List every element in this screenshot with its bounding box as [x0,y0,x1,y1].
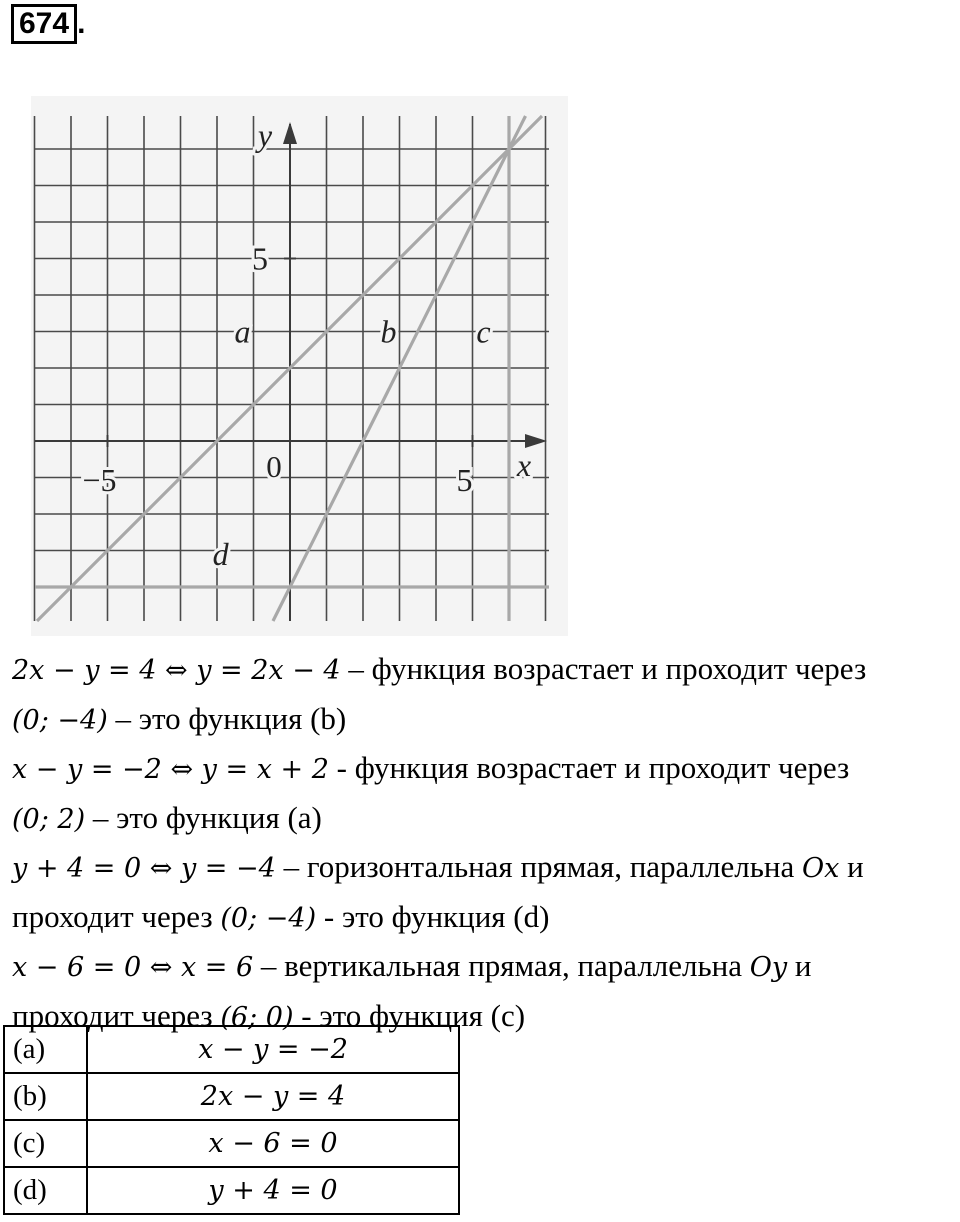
row-equation: y + 4 = 0 [87,1167,459,1214]
math-expression: x − 6 = 0 ⇔ x = 6 [12,952,254,983]
problem-number [11,4,85,44]
explanation-text-segment: – вертикальная прямая, параллельна [253,948,750,983]
graph-svg [31,96,568,636]
explanation-line [12,744,957,794]
row-label: (c) [4,1120,87,1167]
line-label-a: a [234,313,251,350]
row-label: (d) [4,1167,87,1214]
math-expression: (0; −4) [12,704,108,736]
explanation-line [12,645,957,695]
table-row [4,1026,459,1073]
math-expression: x − y = −2 ⇔ y = x + 2 [12,754,329,785]
answer-table [3,1025,460,1215]
row-equation: x − y = −2 [87,1026,459,1073]
y-axis-label: y [257,117,273,153]
problem-number-box: 674 [11,4,77,44]
line-label-d: d [212,536,229,573]
x-axis-arrow [525,434,547,448]
row-equation: x − 6 = 0 [87,1120,459,1167]
explanation-line [12,942,957,992]
explanation-text-segment: - это функция (c) [293,997,526,1033]
explanation-text-segment: – горизонтальная прямая, параллельна [275,849,802,884]
explanation-text-segment: - это функция (d) [316,898,550,934]
table-row [4,1073,459,1120]
explanation-line [12,794,957,844]
explanation-text-segment: и [787,948,812,983]
explanation-text-segment: – это функция (b) [107,700,347,736]
coordinate-graph [31,96,568,636]
y-axis-arrow [283,122,297,144]
table-row [4,1167,459,1214]
math-expression: 2x − y = 4 ⇔ y = 2x − 4 [12,655,341,686]
origin-label: 0 [266,449,282,484]
problem-number-dot: . [77,7,86,40]
explanation-line [12,695,957,745]
row-equation: 2x − y = 4 [87,1073,459,1120]
table-row [4,1120,459,1167]
line-label-b: b [380,313,397,350]
explanation-line [12,843,957,893]
explanation-text [12,645,957,1041]
math-expression: (0; 2) [12,803,86,835]
math-expression: y + 4 = 0 ⇔ y = −4 [12,853,276,884]
explanation-line [12,893,957,943]
explanation-text-segment: - функция возрастает и проходит через [328,750,850,785]
x-tick-label: −5 [82,462,117,498]
x-axis-label: x [516,447,532,483]
math-expression: Ox [802,853,840,884]
math-expression: (0; −4) [220,902,317,934]
row-label: (b) [4,1073,87,1120]
row-label: (a) [4,1026,87,1073]
explanation-text-segment: и [839,849,864,884]
line-label-c: c [476,313,491,350]
explanation-text-segment: проходит через [12,898,221,934]
y-tick-label: 5 [252,240,268,277]
explanation-text-segment: – это функция (a) [85,799,322,835]
x-tick-label: 5 [456,462,473,498]
explanation-text-segment: проходит через [12,997,221,1033]
explanation-text-segment: – функция возрастает и проходит через [340,651,867,686]
math-expression: (6; 0) [220,1001,294,1033]
math-expression: Oy [749,952,788,983]
